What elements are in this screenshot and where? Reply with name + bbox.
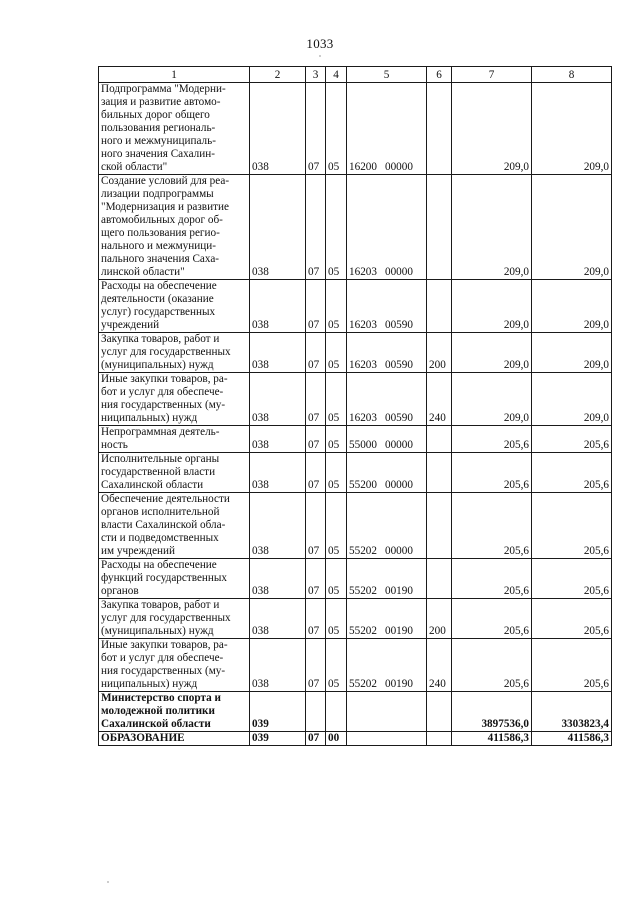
row-name-line: Расходы на обеспечение xyxy=(101,559,217,571)
target-article xyxy=(347,426,427,453)
header-col-3: 3 xyxy=(306,67,326,83)
row-name-line: услуг для государственных xyxy=(101,346,231,358)
row-name-line: ниципальных) нужд xyxy=(101,412,198,424)
sum-first: 205,6 xyxy=(452,453,532,493)
target-article-direction: 00590 xyxy=(384,319,413,331)
target-article-program: 55202 xyxy=(349,678,377,690)
row-name-line: органов xyxy=(101,585,139,597)
row-name-line: зация и развитие автомо- xyxy=(101,96,221,108)
sum-first: 3897536,0 xyxy=(452,692,532,732)
expense-type xyxy=(427,493,452,559)
subsection-code: 05 xyxy=(326,559,347,599)
table-row xyxy=(99,453,612,493)
section-code xyxy=(306,692,326,732)
row-name xyxy=(99,280,250,333)
row-name xyxy=(99,373,250,426)
sum-first: 411586,3 xyxy=(452,732,532,746)
row-name-line: ность xyxy=(101,439,128,451)
ministry-code: 038 xyxy=(250,83,306,175)
row-name-line: функций государственных xyxy=(101,572,228,584)
header-row xyxy=(99,67,612,83)
sum-second: 411586,3 xyxy=(532,732,612,746)
target-article xyxy=(347,333,427,373)
ministry-code: 038 xyxy=(250,493,306,559)
row-name-line: ниципальных) нужд xyxy=(101,678,198,690)
row-name xyxy=(99,692,250,732)
target-article-direction: 00000 xyxy=(384,266,413,278)
header-col-7: 7 xyxy=(452,67,532,83)
expense-type xyxy=(427,453,452,493)
table-body xyxy=(99,83,612,746)
row-name-line: Сахалинской области xyxy=(101,718,211,730)
scan-speck xyxy=(107,881,109,883)
sum-first: 209,0 xyxy=(452,373,532,426)
expense-type: 240 xyxy=(427,639,452,692)
sum-second: 205,6 xyxy=(532,493,612,559)
table-row xyxy=(99,692,612,732)
row-name-line: ного значения Сахалин- xyxy=(101,148,215,160)
subsection-code: 05 xyxy=(326,333,347,373)
target-article xyxy=(347,732,427,746)
ministry-code: 038 xyxy=(250,373,306,426)
ministry-code: 038 xyxy=(250,333,306,373)
ministry-code: 039 xyxy=(250,692,306,732)
subsection-code: 05 xyxy=(326,280,347,333)
row-name xyxy=(99,732,250,746)
target-article xyxy=(347,280,427,333)
target-article xyxy=(347,639,427,692)
row-name-line: щего пользования регио- xyxy=(101,227,220,239)
row-name-line: Создание условий для реа- xyxy=(101,175,230,187)
sum-first: 205,6 xyxy=(452,559,532,599)
section-code: 07 xyxy=(306,599,326,639)
row-name xyxy=(99,453,250,493)
budget-table xyxy=(98,66,612,746)
subsection-code: 05 xyxy=(326,373,347,426)
row-name-line: Иные закупки товаров, ра- xyxy=(101,639,228,651)
sum-first: 205,6 xyxy=(452,599,532,639)
section-code: 07 xyxy=(306,373,326,426)
expense-type xyxy=(427,426,452,453)
target-article xyxy=(347,373,427,426)
expense-type xyxy=(427,692,452,732)
sum-second: 205,6 xyxy=(532,599,612,639)
target-article-direction: 00190 xyxy=(384,678,413,690)
row-name-line: государственной власти xyxy=(101,466,216,478)
subsection-code xyxy=(326,692,347,732)
ministry-code: 038 xyxy=(250,639,306,692)
target-article-direction: 00000 xyxy=(384,545,413,557)
row-name-line: нального и межмуници- xyxy=(101,240,216,252)
header-col-4: 4 xyxy=(326,67,347,83)
row-name-line: (муниципальных) нужд xyxy=(101,359,214,371)
target-article-program: 16200 xyxy=(349,161,377,173)
expense-type xyxy=(427,83,452,175)
table-row xyxy=(99,732,612,746)
ministry-code: 038 xyxy=(250,599,306,639)
section-code: 07 xyxy=(306,453,326,493)
table-row xyxy=(99,175,612,280)
row-name-line: Непрограммная деятель- xyxy=(101,426,220,438)
sum-first: 209,0 xyxy=(452,333,532,373)
section-code: 07 xyxy=(306,639,326,692)
ministry-code: 038 xyxy=(250,453,306,493)
table-row xyxy=(99,426,612,453)
table-row xyxy=(99,280,612,333)
target-article xyxy=(347,453,427,493)
target-article-program: 55202 xyxy=(349,545,377,557)
target-article-direction: 00000 xyxy=(384,439,413,451)
row-name xyxy=(99,493,250,559)
row-name-line: учреждений xyxy=(101,319,160,331)
target-article-direction: 00000 xyxy=(384,479,413,491)
row-name-line: власти Сахалинской обла- xyxy=(101,519,226,531)
subsection-code: 05 xyxy=(326,599,347,639)
table-row xyxy=(99,559,612,599)
expense-type: 200 xyxy=(427,599,452,639)
row-name xyxy=(99,333,250,373)
target-article xyxy=(347,83,427,175)
sum-first: 209,0 xyxy=(452,83,532,175)
table-row xyxy=(99,333,612,373)
target-article-direction: 00190 xyxy=(384,585,413,597)
row-name-line: (муниципальных) нужд xyxy=(101,625,214,637)
ministry-code: 038 xyxy=(250,175,306,280)
section-code: 07 xyxy=(306,559,326,599)
sum-second: 205,6 xyxy=(532,559,612,599)
target-article-program: 55200 xyxy=(349,479,377,491)
row-name-line: ОБРАЗОВАНИЕ xyxy=(101,732,185,744)
sum-first: 205,6 xyxy=(452,639,532,692)
subsection-code: 00 xyxy=(326,732,347,746)
sum-second: 209,0 xyxy=(532,373,612,426)
page-number: 1033 xyxy=(306,36,334,51)
sum-first: 209,0 xyxy=(452,175,532,280)
ministry-code: 038 xyxy=(250,426,306,453)
row-name-line: Расходы на обеспечение xyxy=(101,280,217,292)
sum-second: 209,0 xyxy=(532,83,612,175)
row-name xyxy=(99,599,250,639)
ministry-code: 039 xyxy=(250,732,306,746)
row-name-line: деятельности (оказание xyxy=(101,293,214,305)
sum-second: 209,0 xyxy=(532,175,612,280)
target-article-direction: 00190 xyxy=(384,625,413,637)
target-article-program: 16203 xyxy=(349,412,377,424)
target-article xyxy=(347,692,427,732)
row-name-line: пользования региональ- xyxy=(101,122,216,134)
expense-type: 240 xyxy=(427,373,452,426)
section-code: 07 xyxy=(306,333,326,373)
row-name-line: услуг для государственных xyxy=(101,612,231,624)
target-article-program: 55202 xyxy=(349,625,377,637)
target-article xyxy=(347,599,427,639)
table-row xyxy=(99,639,612,692)
subsection-code: 05 xyxy=(326,639,347,692)
header-col-5: 5 xyxy=(347,67,427,83)
section-code: 07 xyxy=(306,83,326,175)
section-code: 07 xyxy=(306,493,326,559)
sum-second: 3303823,4 xyxy=(532,692,612,732)
target-article xyxy=(347,175,427,280)
expense-type xyxy=(427,732,452,746)
subsection-code: 05 xyxy=(326,175,347,280)
header-col-1: 1 xyxy=(99,67,250,83)
row-name-line: ния государственных (му- xyxy=(101,665,226,677)
row-name-line: бот и услуг для обеспече- xyxy=(101,652,224,664)
row-name xyxy=(99,175,250,280)
target-article-direction: 00000 xyxy=(384,161,413,173)
sum-second: 205,6 xyxy=(532,426,612,453)
row-name-line: линской области" xyxy=(101,266,185,278)
row-name-line: ния государственных (му- xyxy=(101,399,226,411)
target-article-program: 16203 xyxy=(349,266,377,278)
sum-second: 209,0 xyxy=(532,280,612,333)
header-col-6: 6 xyxy=(427,67,452,83)
ministry-code: 038 xyxy=(250,559,306,599)
row-name-line: бот и услуг для обеспече- xyxy=(101,386,224,398)
sum-second: 205,6 xyxy=(532,453,612,493)
sum-second: 209,0 xyxy=(532,333,612,373)
row-name-line: Исполнительные органы xyxy=(101,453,220,465)
target-article xyxy=(347,559,427,599)
row-name-line: им учреждений xyxy=(101,545,175,557)
subsection-code: 05 xyxy=(326,453,347,493)
sum-first: 205,6 xyxy=(452,493,532,559)
ministry-code: 038 xyxy=(250,280,306,333)
row-name-line: лизации подпрограммы xyxy=(101,188,214,200)
table-row xyxy=(99,493,612,559)
expense-type: 200 xyxy=(427,333,452,373)
target-article-program: 55000 xyxy=(349,439,377,451)
row-name-line: ного и межмуниципаль- xyxy=(101,135,216,147)
target-article-program: 55202 xyxy=(349,585,377,597)
row-name-line: Сахалинской области xyxy=(101,479,204,491)
row-name-line: ской области" xyxy=(101,161,168,173)
target-article-program: 16203 xyxy=(349,319,377,331)
row-name-line: Подпрограмма "Модерни- xyxy=(101,83,226,95)
target-article-direction: 00590 xyxy=(384,359,413,371)
row-name-line: Министерство спорта и xyxy=(101,692,221,704)
target-article-program: 16203 xyxy=(349,359,377,371)
expense-type xyxy=(427,280,452,333)
section-code: 07 xyxy=(306,426,326,453)
subsection-code: 05 xyxy=(326,426,347,453)
row-name xyxy=(99,559,250,599)
row-name-line: Закупка товаров, работ и xyxy=(101,599,220,611)
subsection-code: 05 xyxy=(326,83,347,175)
table-row xyxy=(99,83,612,175)
row-name-line: "Модернизация и развитие xyxy=(101,201,229,213)
table-header xyxy=(99,67,612,83)
subsection-code: 05 xyxy=(326,493,347,559)
sum-first: 205,6 xyxy=(452,426,532,453)
scan-speck xyxy=(319,55,321,57)
sum-first: 209,0 xyxy=(452,280,532,333)
target-article xyxy=(347,493,427,559)
expense-type xyxy=(427,559,452,599)
table-row xyxy=(99,599,612,639)
row-name-line: молодежной политики xyxy=(101,705,215,717)
section-code: 07 xyxy=(306,175,326,280)
expense-type xyxy=(427,175,452,280)
row-name xyxy=(99,426,250,453)
row-name-line: сти и подведомственных xyxy=(101,532,219,544)
header-col-2: 2 xyxy=(250,67,306,83)
sum-second: 205,6 xyxy=(532,639,612,692)
target-article-direction: 00590 xyxy=(384,412,413,424)
row-name-line: бильных дорог общего xyxy=(101,109,210,121)
row-name-line: органов исполнительной xyxy=(101,506,220,518)
table-row xyxy=(99,373,612,426)
row-name xyxy=(99,639,250,692)
row-name-line: Иные закупки товаров, ра- xyxy=(101,373,228,385)
header-col-8: 8 xyxy=(532,67,612,83)
row-name-line: пального значения Саха- xyxy=(101,253,220,265)
row-name-line: Обеспечение деятельности xyxy=(101,493,230,505)
row-name-line: Закупка товаров, работ и xyxy=(101,333,220,345)
row-name-line: услуг) государственных xyxy=(101,306,216,318)
row-name-line: автомобильных дорог об- xyxy=(101,214,223,226)
section-code: 07 xyxy=(306,732,326,746)
row-name xyxy=(99,83,250,175)
section-code: 07 xyxy=(306,280,326,333)
